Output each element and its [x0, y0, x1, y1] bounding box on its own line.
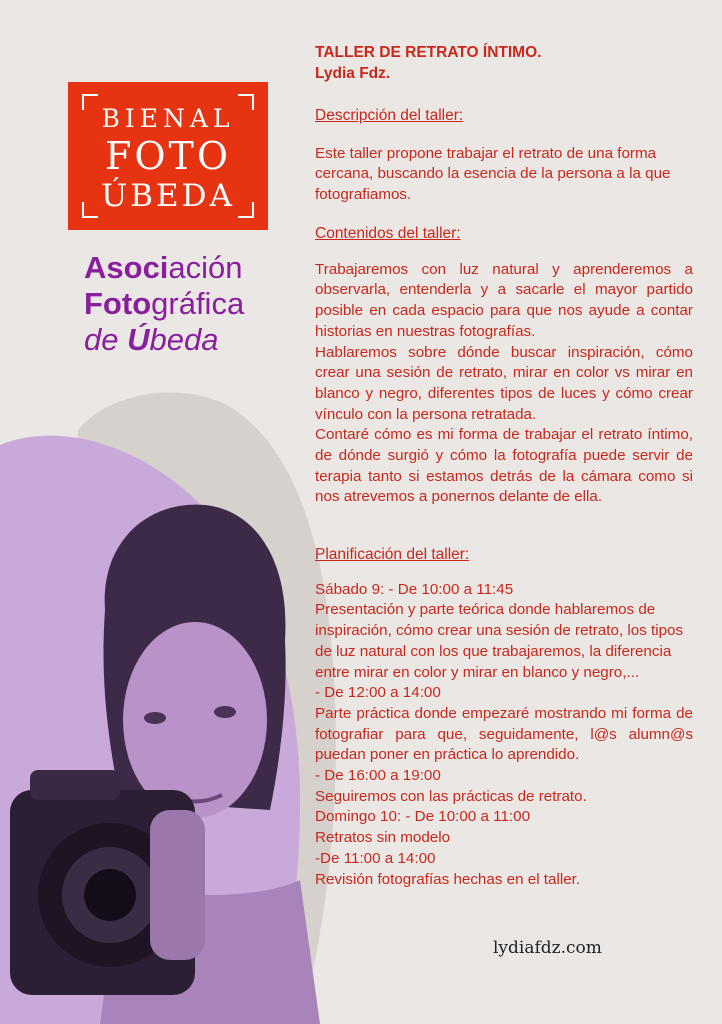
- face: [123, 622, 267, 818]
- assoc-word2-rest: gráfica: [151, 286, 245, 321]
- bienal-foto-ubeda-logo: [68, 82, 268, 230]
- camera-top: [30, 770, 120, 800]
- logo-line-foto: FOTO: [104, 134, 232, 178]
- website-link[interactable]: lydiafdz.com: [493, 938, 602, 958]
- saturday-time-3: - De 16:00 a 19:00: [315, 767, 441, 785]
- eye-left: [144, 712, 166, 724]
- camera-hand: [150, 810, 205, 960]
- description-section: [315, 106, 693, 206]
- description-text: Este taller propone trabajar el retrato de una forma cercana, buscando la esencia de la persona a la que fotografiamos.: [315, 144, 671, 204]
- sunday-time-1: Domingo 10: - De 10:00 a 11:00: [315, 808, 531, 826]
- logo-line-bienal: BIENAL: [101, 104, 235, 133]
- assoc-word1-bold: Asoci: [84, 250, 169, 285]
- description-heading: Descripción del taller:: [315, 107, 464, 124]
- sunday-desc-2: Revisión fotografías hechas en el taller.: [315, 870, 581, 888]
- saturday-time-2: - De 12:00 a 14:00: [315, 684, 441, 702]
- camera-lens-glass: [84, 869, 136, 921]
- assoc-word3-pre: de: [84, 322, 128, 357]
- saturday-desc-3: Seguiremos con las prácticas de retrato.: [315, 787, 587, 805]
- planning-heading: Planificación del taller:: [315, 546, 470, 563]
- assoc-word1-rest: ación: [168, 250, 243, 285]
- contents-paragraph-3: Contaré cómo es mi forma de trabajar el retrato íntimo, de dónde surgió y cómo la fotografía puede servir de terapia tanto si estamos detrás de la cámara como si nos atrevemos a ponernos delante de ella.: [315, 426, 693, 506]
- workshop-title: TALLER DE RETRATO ÍNTIMO.: [315, 44, 542, 61]
- saturday-desc-1: Presentación y parte teórica donde hablaremos de inspiración, cómo crear una sesión de retrato, los tipos de luz natural con los que trabajaremos, la diferencia entre mirar en color y mirar en blanco y negro,...: [315, 601, 684, 681]
- saturday-time-1: Sábado 9: - De 10:00 a 11:45: [315, 580, 514, 598]
- assoc-word3-bold: Ú: [127, 322, 150, 357]
- saturday-desc-2: Parte práctica donde empezaré mostrando mi forma de fotografiar para que, seguidamente, l@s alumn@s puedan poner en práctica lo aprendido.: [315, 704, 693, 764]
- contents-section: [315, 224, 693, 508]
- sunday-time-2: -De 11:00 a 14:00: [315, 849, 436, 867]
- association-name: [84, 250, 244, 358]
- assoc-word3-rest: beda: [149, 322, 219, 357]
- logo-line-ubeda: ÚBEDA: [101, 178, 235, 214]
- eye-right: [214, 706, 236, 718]
- contents-paragraph-1: Trabajaremos con luz natural y aprenderemos a observarla, entenderla y a sacarle el mayor partido posible en cada espacio para que nos ayude a contar historias en nuestras fotografías.: [315, 260, 693, 340]
- workshop-title-block: [315, 42, 693, 84]
- planning-section: [315, 545, 693, 890]
- contents-heading: Contenidos del taller:: [315, 225, 461, 242]
- workshop-author: Lydia Fdz.: [315, 65, 391, 82]
- assoc-word2-bold: Foto: [84, 286, 152, 321]
- sunday-desc-1: Retratos sin modelo: [315, 829, 451, 847]
- contents-paragraph-2: Hablaremos sobre dónde buscar inspiración, cómo crear una sesión de retrato, mirar en color vs mirar en blanco y negro, diferentes tipos de luces y cómo crear vínculo con la persona retratada.: [315, 343, 693, 423]
